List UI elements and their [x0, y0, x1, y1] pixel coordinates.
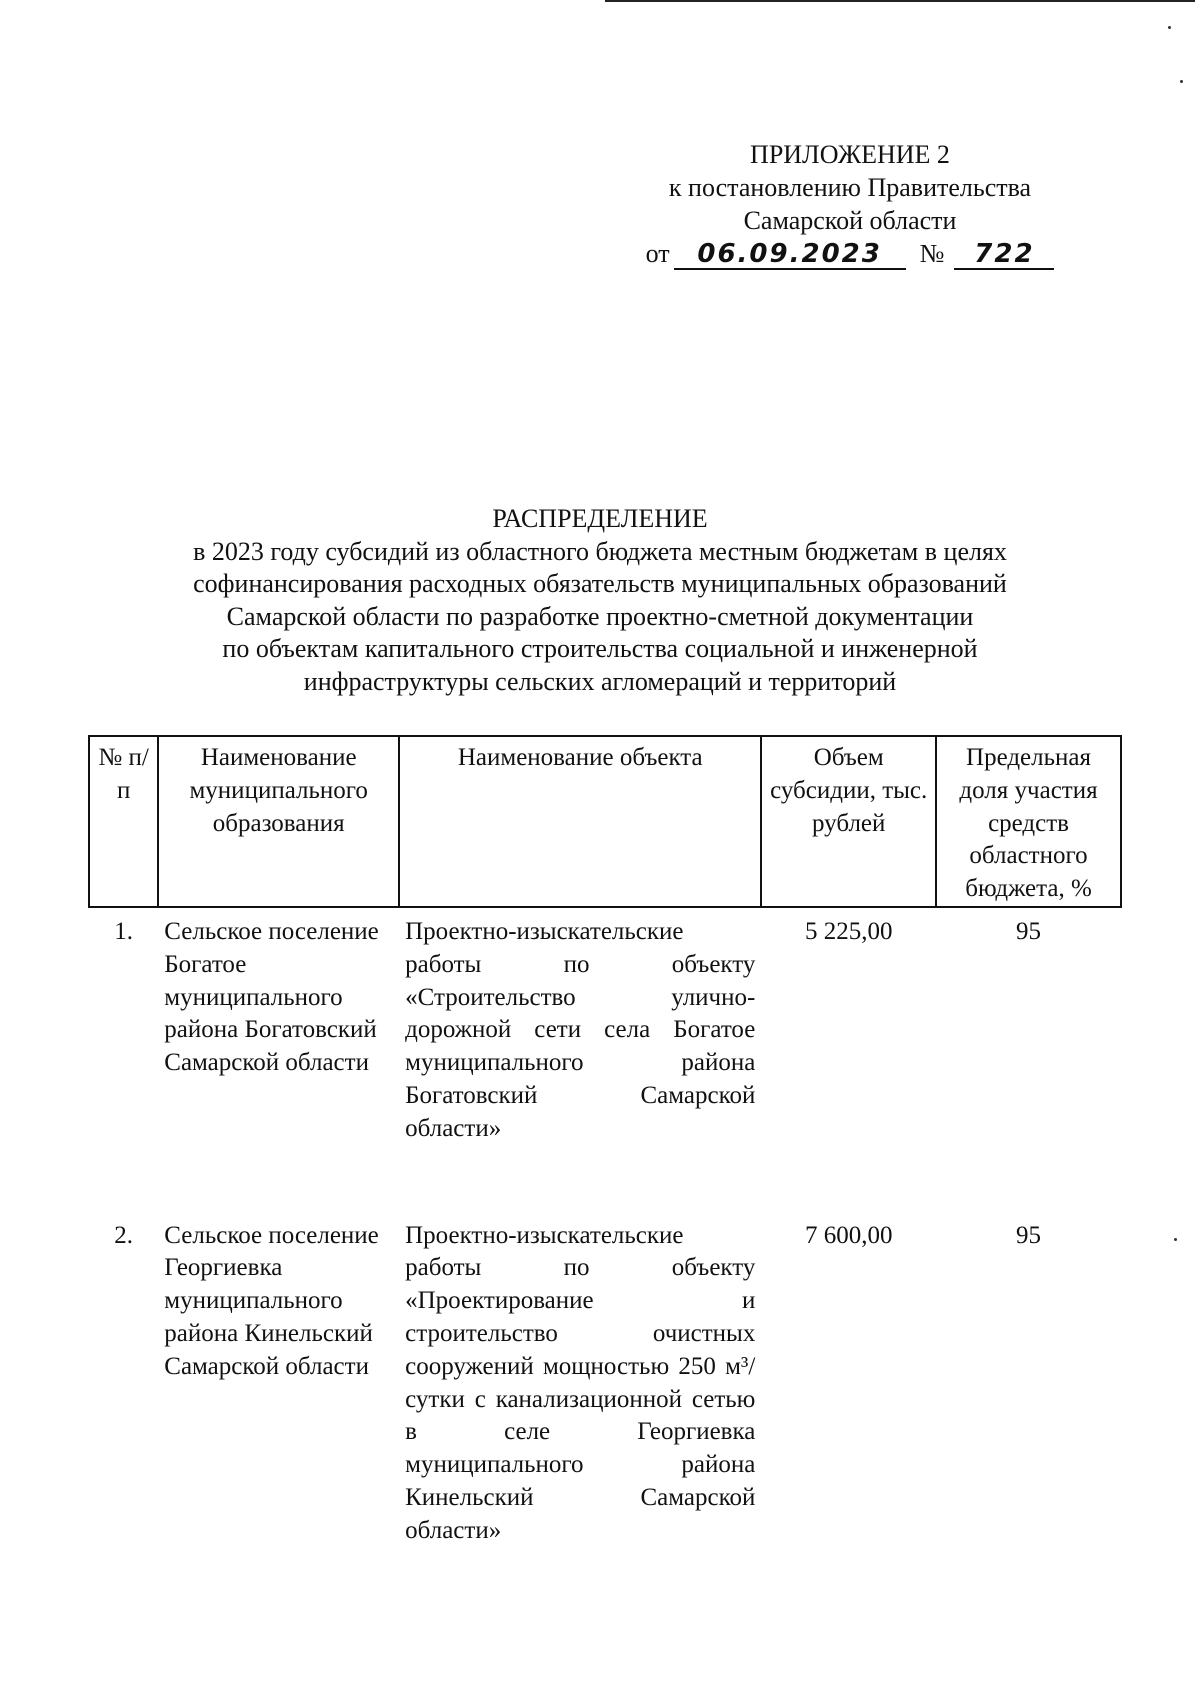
row-amount: 7 600,00 — [804, 1221, 893, 1249]
header-amount: Объем субсидии, тыс. рублей — [761, 736, 936, 907]
handwritten-number: 722 — [954, 240, 1054, 270]
table-header-row — [89, 736, 1121, 907]
appendix-line: Самарской области — [743, 206, 957, 235]
title-heading: РАСПРЕДЕЛЕНИЕ — [492, 504, 708, 533]
row-municipality: Сельское поселение Георгиевка муниципального района Кинельский Самарской области — [164, 1221, 379, 1380]
appendix-line: к постановлению Правительства — [668, 173, 1032, 202]
number-prefix: № — [919, 239, 945, 268]
appendix-block — [600, 138, 1100, 270]
row-num: 1. — [114, 917, 133, 945]
resolution-date-row — [600, 237, 1100, 270]
table-row — [89, 907, 1121, 1146]
row-share: 95 — [1016, 1221, 1042, 1249]
row-spacer — [89, 1146, 1121, 1212]
row-amount: 5 225,00 — [804, 917, 893, 945]
title-line: в 2023 году субсидий из областного бюджета местным бюджетам в целях — [193, 536, 1007, 566]
row-object: Проектно-изыскательские работы по объекту «Проектирование и строительство очистных сооружений мощностью 250 м³/сутки с канализационной сетью в селе Георгиевка муниципального района Кинельский Самарской области» — [405, 1221, 756, 1544]
row-object: Проектно-изыскательские работы по объекту «Строительство улично-дорожной сети села Богатое муниципального района Богатовский Самарской области» — [405, 917, 756, 1142]
title-line: инфраструктуры сельских агломераций и территорий — [303, 666, 897, 696]
title-line: софинансирования расходных обязательств муниципальных образований — [193, 569, 1007, 598]
header-municipality: Наименование муниципального образования — [158, 736, 399, 907]
row-municipality: Сельское поселение Богатое муниципального района Богатовский Самарской области — [164, 917, 379, 1077]
row-num: 2. — [114, 1221, 133, 1249]
scan-artifact-line — [605, 0, 1195, 2]
title-line: Самарской области по разработке проектно-сметной документации — [226, 601, 974, 631]
table-row — [89, 1212, 1121, 1548]
appendix-title: ПРИЛОЖЕНИЕ 2 — [750, 140, 950, 169]
header-num: № п/п — [89, 736, 158, 907]
handwritten-date: 06.09.2023 — [674, 240, 906, 270]
header-share: Предельная доля участия средств областного бюджета, % — [936, 736, 1121, 907]
scan-speck — [1174, 1238, 1177, 1241]
header-object: Наименование объекта — [399, 736, 761, 907]
distribution-table — [88, 735, 1122, 1548]
title-line: по объектам капитального строительства социальной и инженерной — [222, 634, 978, 663]
scan-speck — [1180, 80, 1183, 83]
date-prefix: от — [645, 239, 670, 268]
scan-speck — [1168, 26, 1171, 29]
document-title — [100, 503, 1100, 698]
row-share: 95 — [1016, 917, 1042, 945]
